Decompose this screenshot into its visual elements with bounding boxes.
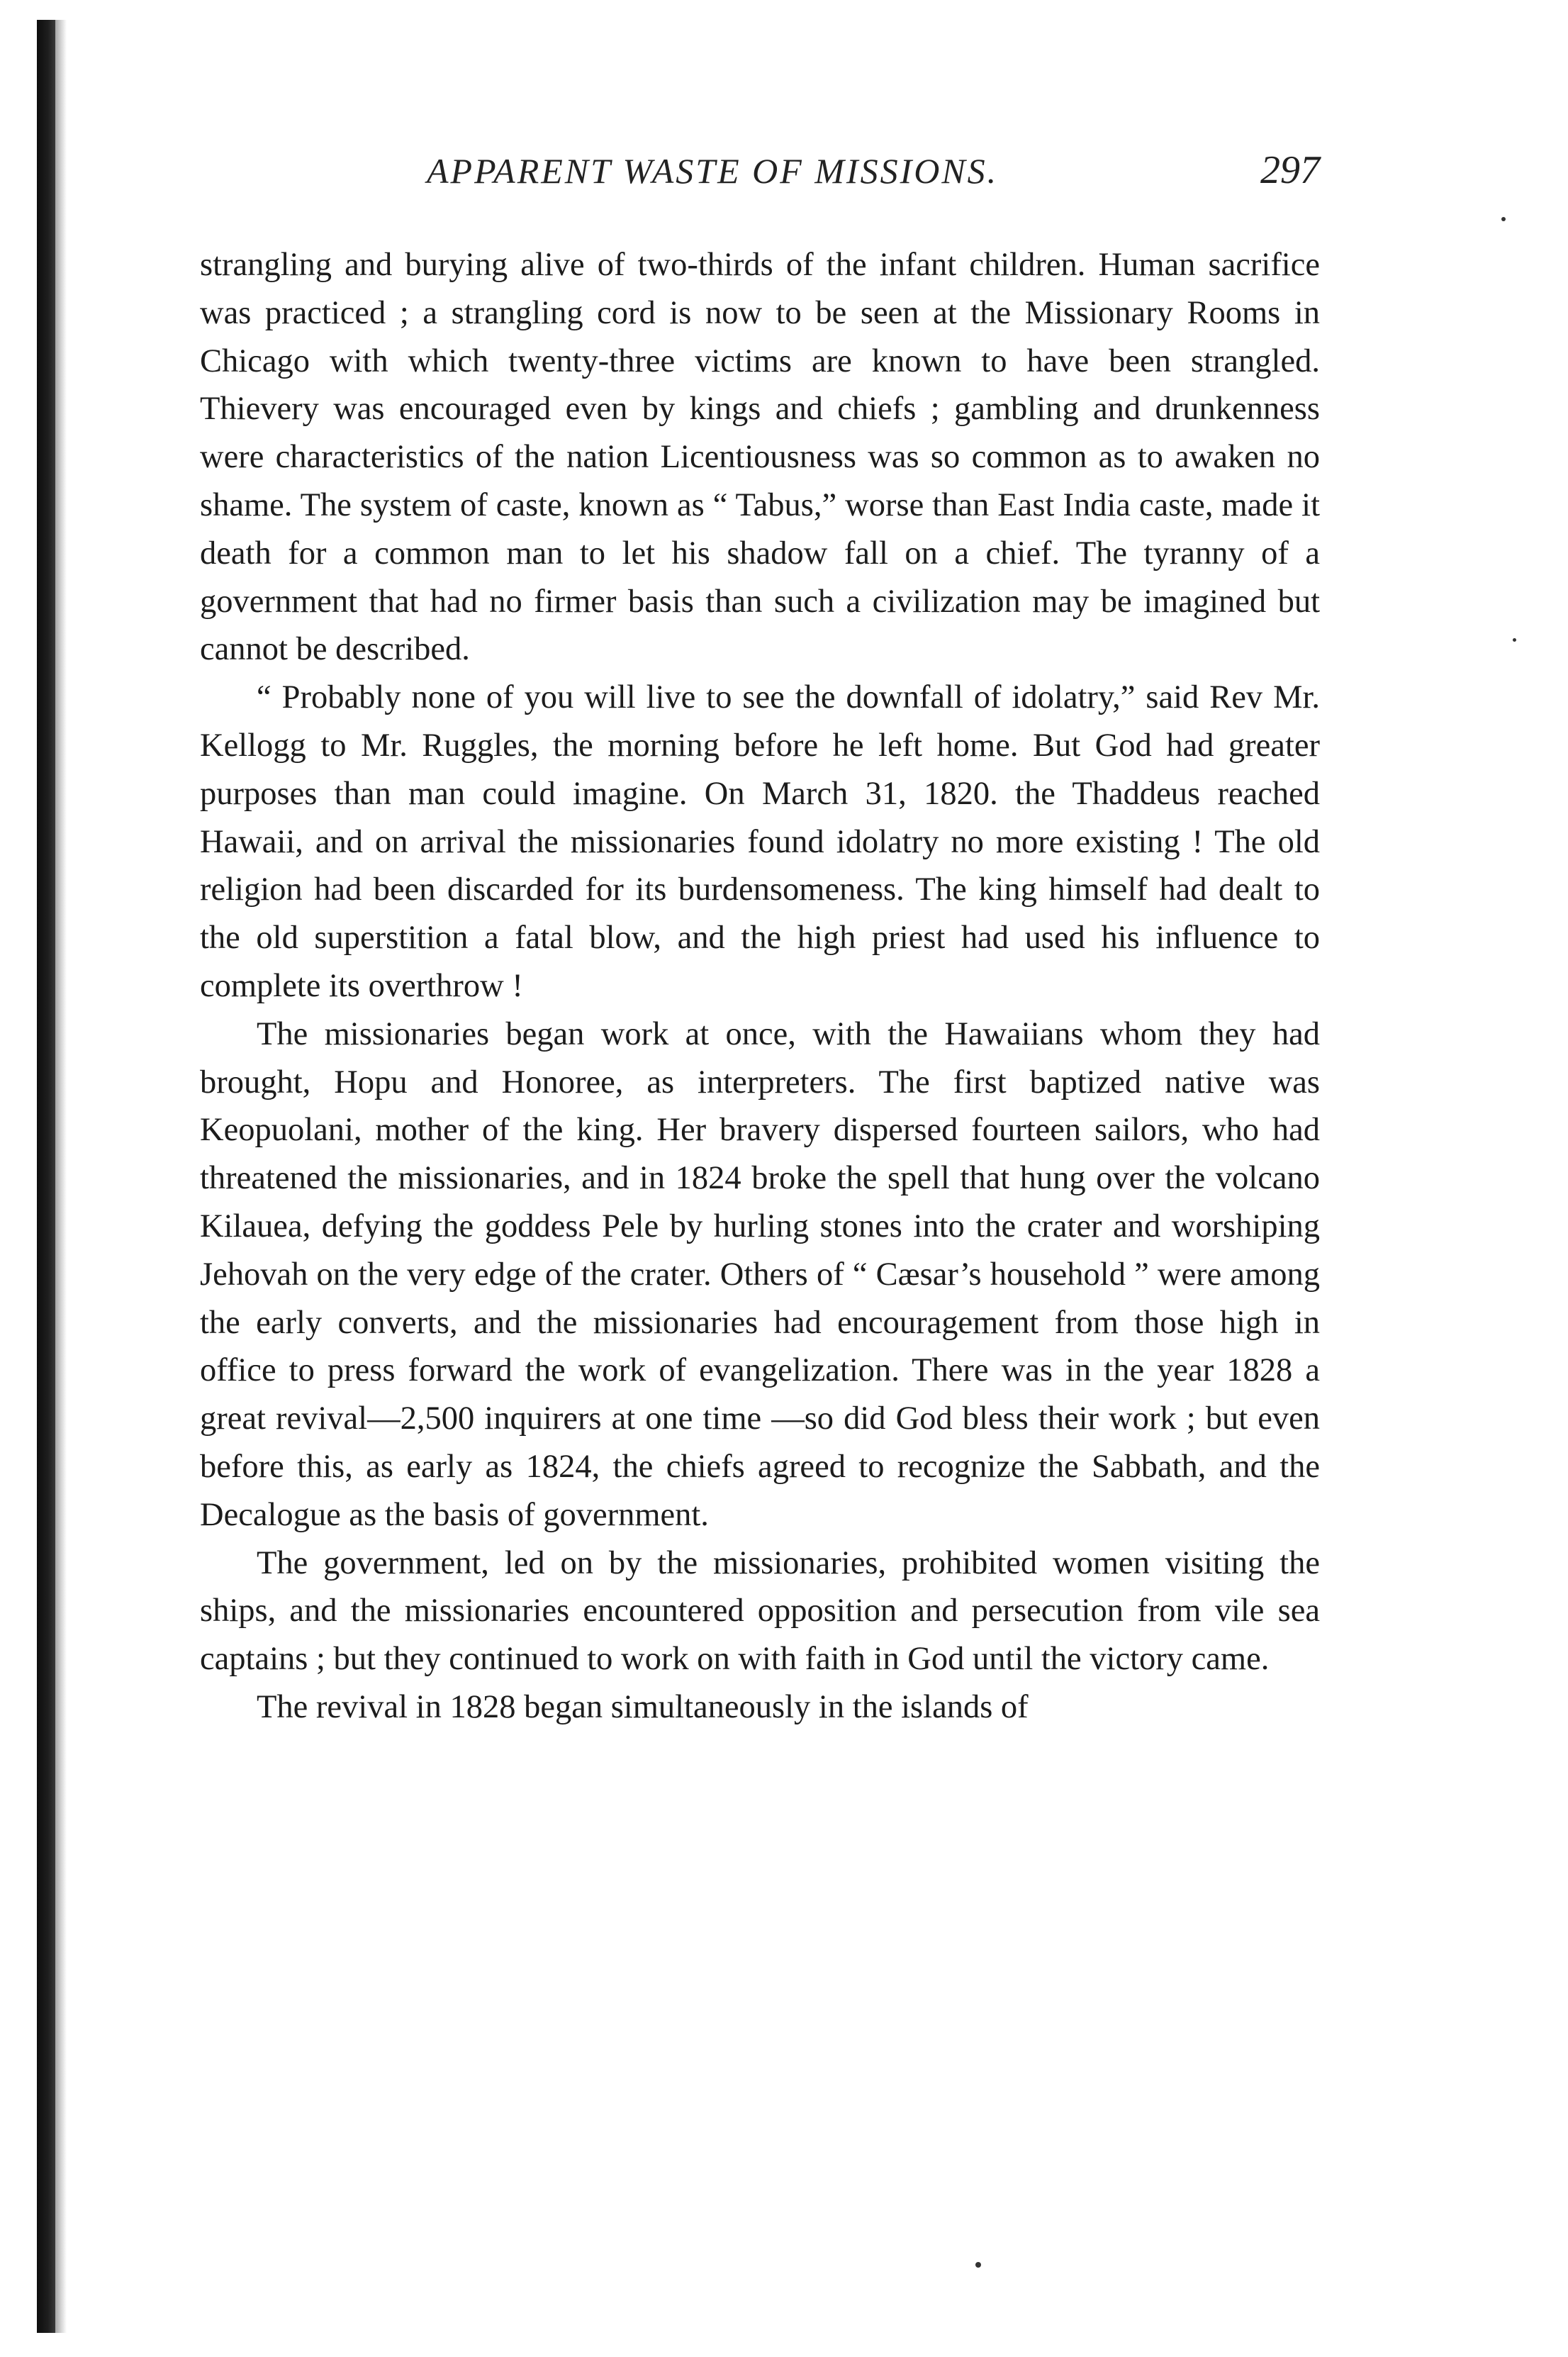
body-text: [200, 241, 1320, 1732]
paragraph-missionaries-began: The missionaries began work at once, with the Hawaiians whom they had brought, Hopu and Honoree, as interpreters. The first baptized native was Keopuolani, mother of the king. Her bravery dispersed fourteen sailors, who had threatened the missionaries, and in 1824 broke the spell that hung over the volcano Kilauea, defying the goddess Pele by hurling stones into the crater and worshiping Jehovah on the very edge of the crater. Others of “ Cæsar’s household ” were among the early converts, and the missionaries had encouragement from those high in office to press forward the work of evangelization. There was in the year 1828 a great revival—2,500 inquirers at one time —so did God bless their work ; but even before this, as early as 1824, the chiefs agreed to recognize the Sabbath, and the Decalogue as the basis of government.: [200, 1015, 1320, 1533]
paragraph-continued: strangling and burying alive of two-thirds of the infant children. Human sacrifice was practiced ; a strangling cord is now to be seen at the Missionary Rooms in Chicago with which twenty-three victims are known to have been strangled. Thievery was encouraged even by kings and chiefs ; gambling and drunkenness were characteristics of the nation Licentiousness was so common as to awaken no shame. The system of caste, known as “ Tabus,” worse than East India caste, made it death for a common man to let his shadow fall on a chief. The tyranny of a government that had no firmer basis than such a civilization may be imagined but cannot be described.: [200, 247, 1320, 668]
page-binding-edge: [37, 20, 55, 2333]
paragraph-kellogg-quote: “ Probably none of you will live to see the downfall of idolatry,” said Rev Mr. Kellogg to Mr. Ruggles, the morning before he left home. But God had greater purposes than man could imagine. On March 31, 1820. the Thaddeus reached Hawaii, and on arrival the missionaries found idolatry no more existing ! The old religion had been discarded for its burdensomeness. The king himself had dealt to the old superstition a fatal blow, and the high priest had used his influence to complete its overthrow !: [200, 679, 1320, 1004]
paragraph-government-prohibited: The government, led on by the missionaries, prohibited women visiting the ships, and the missionaries encountered opposition and persecution from vile sea captains ; but they continued to work on with faith in God until the victory came.: [200, 1544, 1320, 1678]
running-title: APPARENT WASTE OF MISSIONS.: [427, 151, 999, 191]
running-head: [200, 150, 1320, 200]
stray-ink-dot: [1501, 217, 1506, 221]
stray-ink-dot: [1513, 638, 1516, 642]
stray-ink-dot: [975, 2262, 981, 2268]
paragraph-revival-1828: The revival in 1828 began simultaneously in the islands of: [257, 1688, 1029, 1725]
page-number: 297: [1260, 148, 1320, 192]
